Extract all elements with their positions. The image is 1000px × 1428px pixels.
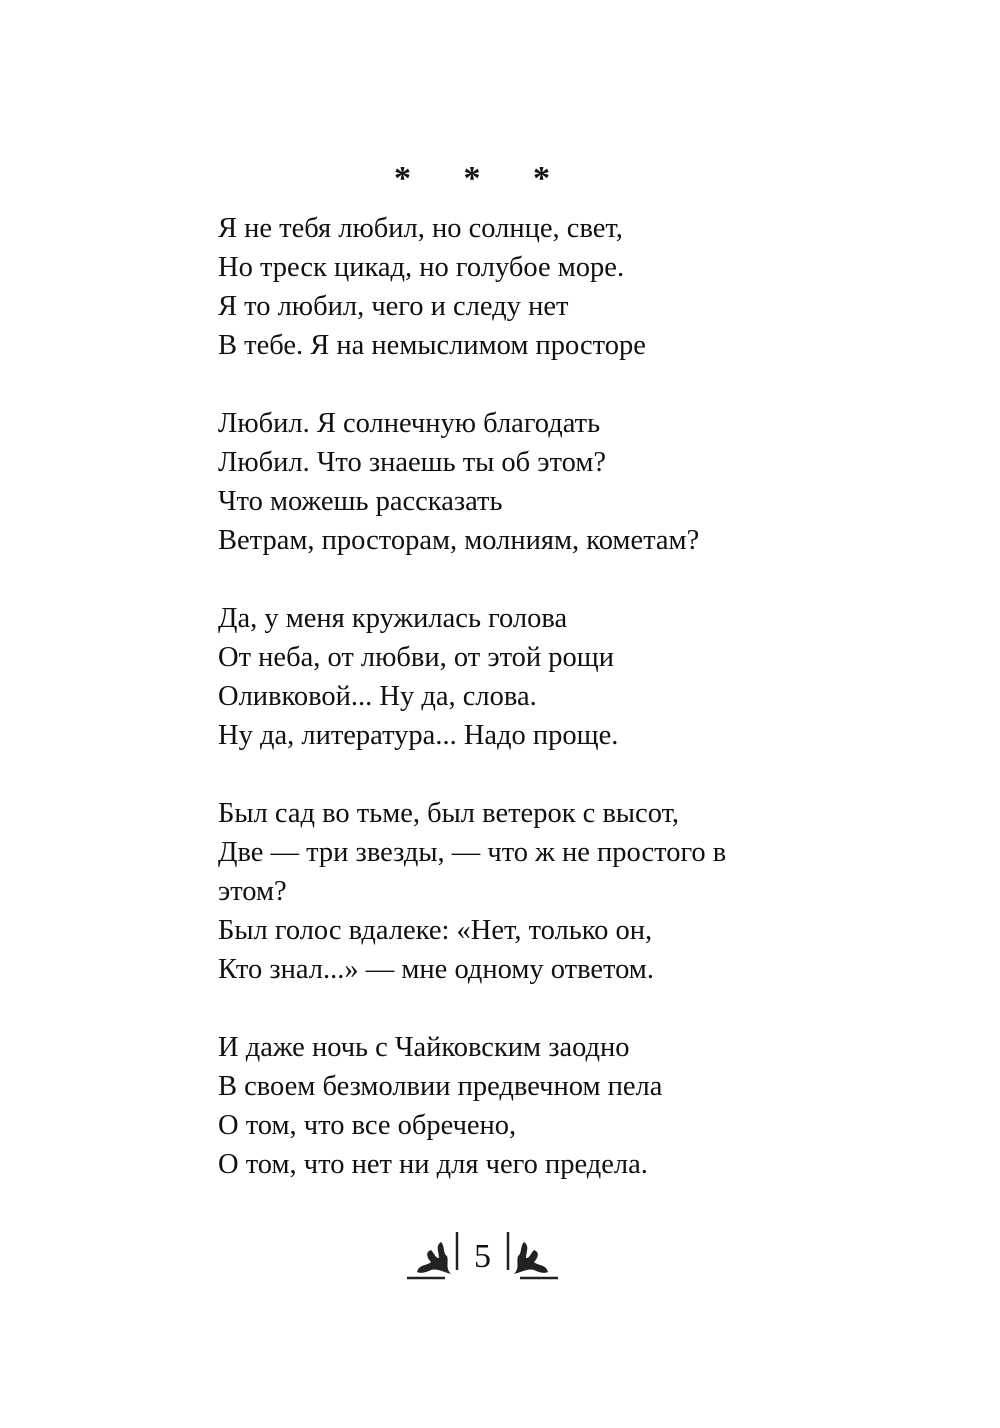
- poem-line: От неба, от любви, от этой рощи: [218, 642, 614, 673]
- poem-line: Я то любил, чего и следу нет: [218, 291, 569, 322]
- poem-line: О том, что все обречено,: [218, 1110, 517, 1141]
- poem-line: Любил. Я солнечную благодать: [218, 408, 601, 439]
- poem-line: Ветрам, просторам, молниям, кометам?: [218, 525, 700, 556]
- poem-line: Я не тебя любил, но солнце, свет,: [218, 213, 623, 244]
- poem-line: этом?: [218, 876, 287, 907]
- poem-line: И даже ночь с Чайковским заодно: [218, 1032, 630, 1063]
- poem-line: Оливковой... Ну да, слова.: [218, 681, 537, 712]
- page-number: 5: [474, 1238, 491, 1275]
- section-separator: * * *: [394, 160, 572, 197]
- poem-line: В своем безмолвии предвечном пела: [218, 1071, 663, 1102]
- poem-line: Ну да, литература... Надо проще.: [218, 720, 619, 751]
- poem-body: [218, 209, 726, 1223]
- poem-line: Был голос вдалеке: «Нет, только он,: [218, 915, 653, 946]
- poem-line: О том, что нет ни для чего предела.: [218, 1149, 648, 1180]
- poem-line: Да, у меня кружилась голова: [218, 603, 568, 634]
- poem-line: Но треск цикад, но голубое море.: [218, 252, 625, 283]
- poem-line: Был сад во тьме, был ветерок с высот,: [218, 798, 680, 829]
- floral-ornament-right-icon: [505, 1228, 560, 1283]
- floral-ornament-left-icon: [405, 1228, 460, 1283]
- stanza: [218, 404, 726, 560]
- stanza: [218, 1028, 726, 1184]
- poem-line: Что можешь рассказать: [218, 486, 503, 517]
- poem-line: Любил. Что знаешь ты об этом?: [218, 447, 607, 478]
- poem-line: Две — три звезды, — что ж не простого в: [218, 837, 727, 868]
- poem-line: В тебе. Я на немыслимом просторе: [218, 330, 646, 361]
- page-footer: [405, 1225, 560, 1285]
- poem-line: Кто знал...» — мне одному ответом.: [218, 954, 654, 985]
- stanza: [218, 794, 726, 989]
- stanza: [218, 209, 726, 365]
- stanza: [218, 599, 726, 755]
